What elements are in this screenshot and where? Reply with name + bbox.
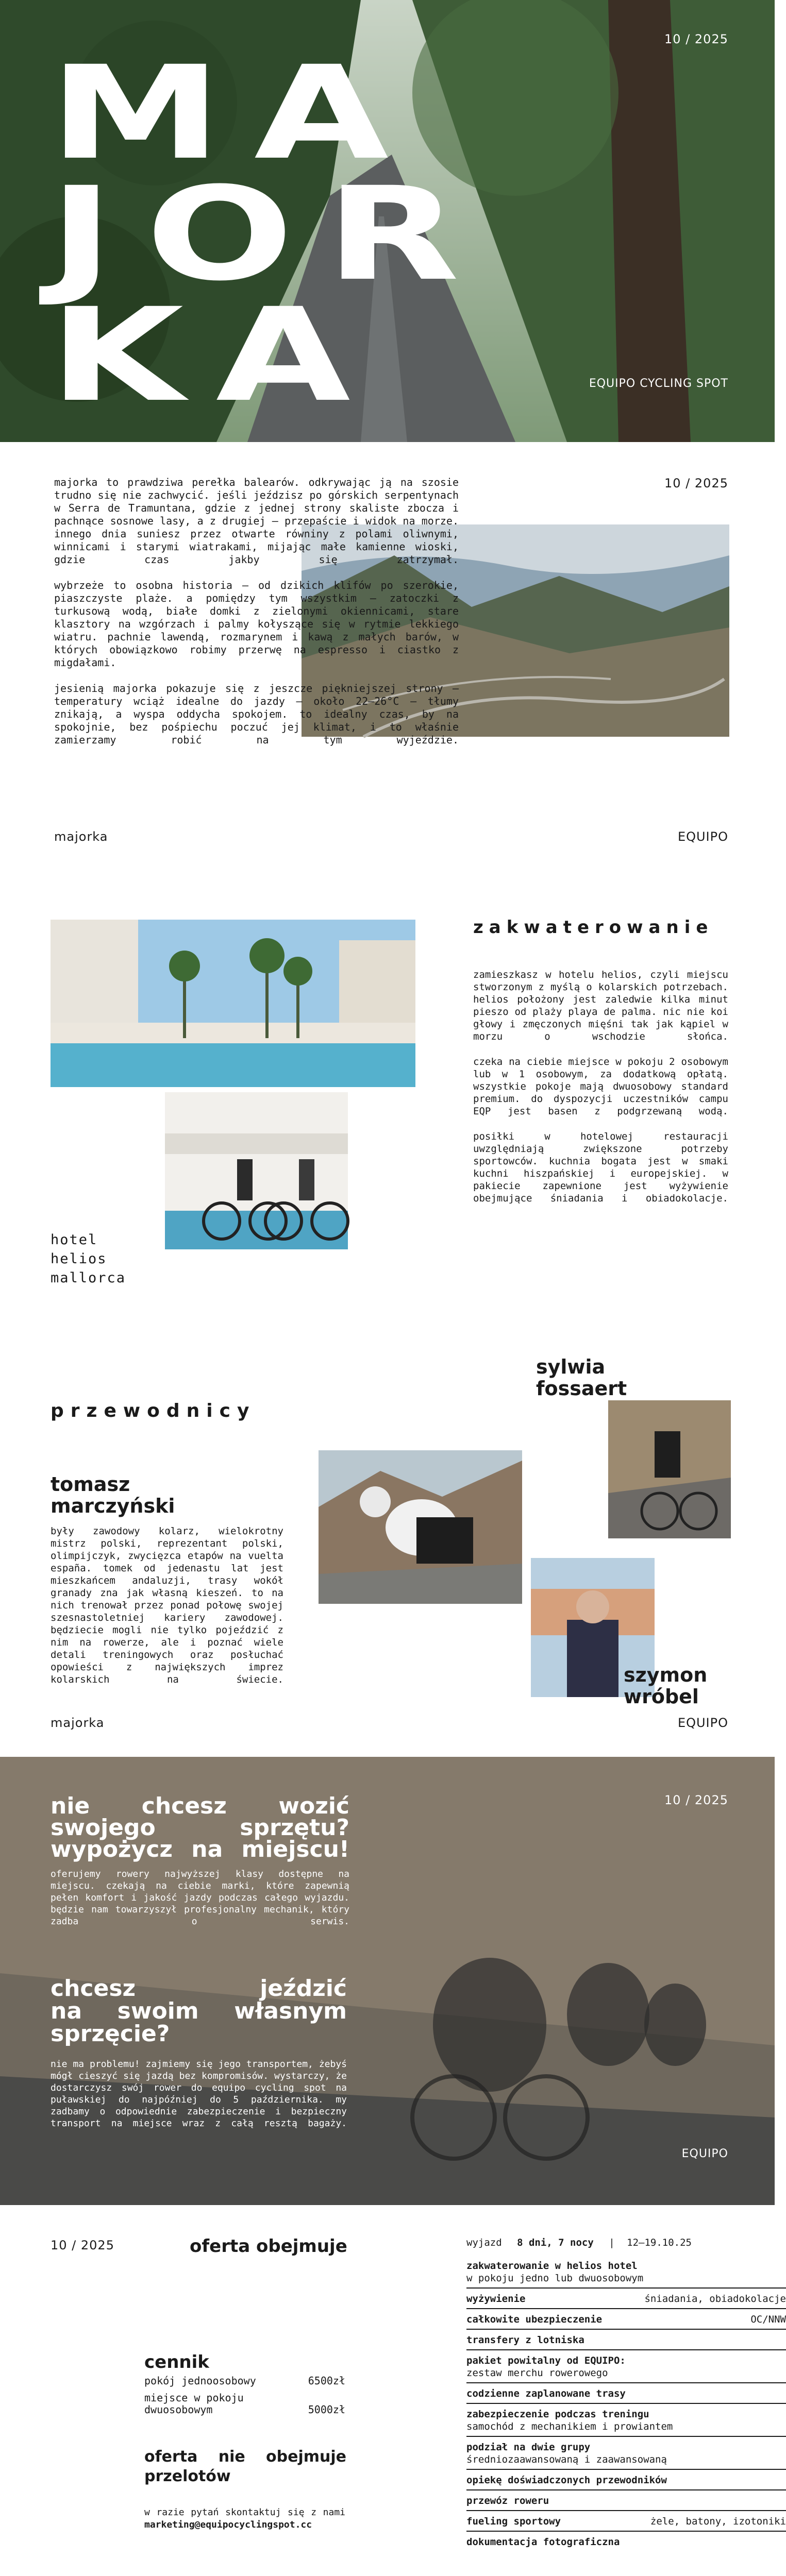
intro-paragraph: jesienią majorka pokazuje się z jeszcze piękniejszej strony – temperatury wciąż idealne do jazdy – około 22–26°C – tłumy znikają, a wyspa oddycha spokojem. to idealny czas, by na spokojnie, bez pośpiechu poczuć jej klimat, i to właśnie zamierzamy robić na tym wyjeździe. — [54, 682, 459, 746]
guides-footer-right: EQUIPO — [677, 1716, 728, 1730]
hero-issue: 10 / 2025 — [664, 32, 728, 46]
offer-row-key: pakiet powitalny od EQUIPO: — [466, 2355, 626, 2366]
rental-text-2: nie ma problemu! zajmiemy się jego transportem, żebyś mógł cieszyć się jazdą bez kompromisów. wystarczy, że dostarczysz swój rower do equipo cycling spot na puławskiej do najpóźniej do 5 października. my zadbamy o odpowiednie zabezpieczenie i bezpieczny transport na miejsce wraz z całą resztą bagaży. — [51, 2059, 347, 2129]
rental-heading-2 — [51, 1977, 347, 2045]
price-label: pokój jednoosobowy — [144, 2375, 256, 2387]
offer-row-key: podział na dwie grupy — [466, 2442, 591, 2453]
hotel-caption-line: hotel — [51, 1232, 98, 1248]
price-label: miejsce w pokoju dwuosobowym — [144, 2392, 244, 2416]
offer-row-value: żele, batony, izotoniki — [650, 2516, 786, 2527]
rental-heading-1-line: wypożycz na miejscu! — [51, 1836, 349, 1862]
offer-row — [466, 2290, 786, 2309]
rental-heading-2-line: na swoim własnym — [51, 1998, 347, 2024]
guide1-name-line: marczyński — [51, 1495, 175, 1517]
offer-row — [466, 2310, 786, 2330]
guide1-name — [51, 1473, 175, 1517]
guides-section — [0, 1350, 775, 1757]
offer-row-value: śniadania, obiadokolacje — [644, 2293, 786, 2304]
guides-heading: przewodnicy — [51, 1400, 256, 1421]
contact-text: w razie pytań skontaktuj się z nami — [144, 2507, 345, 2518]
hero-title-line-2: JOR — [49, 159, 492, 309]
rental-heading-2-line: sprzęcie? — [51, 2021, 170, 2047]
trip-days: 8 dni, 7 nocy — [517, 2237, 594, 2248]
excluded-heading-line: oferta nie obejmuje — [144, 2448, 346, 2466]
guides-footer-left: majorka — [51, 1716, 105, 1730]
offer-row-key: fueling sportowy — [466, 2516, 561, 2527]
contact-email[interactable]: marketing@equipocyclingspot.cc — [144, 2519, 312, 2530]
guide2-name-line: sylwia — [536, 1355, 606, 1378]
offer-row — [466, 2351, 786, 2383]
guide2-name — [536, 1356, 627, 1399]
guide1-bio: były zawodowy kolarz, wielokrotny mistrz polski, reprezentant polski, olimpijczyk, zwycięzca etapów na vuelta españa. tomek od jedenastu lat jest mieszkańcem andaluzji, trasy wokół granady zna jak własną kieszeń. to na nich trenował przez ponad połowę swojej szesnastoletniej kariery zawodowej. będziecie mogli nie tylko pojeździć z nim na rowerze, ale i poznać wiele detali treningowych oraz posłuchać opowieści z największych imprez kolarskich na świecie. — [51, 1526, 283, 1685]
rental-heading-2-line: chcesz jeździć — [51, 1975, 347, 2002]
offer-row-value: zestaw merchu rowerowego — [466, 2367, 608, 2379]
contact-block — [144, 2506, 345, 2531]
offer-row-key: transfery z lotniska — [466, 2334, 584, 2346]
offer-row-key: przewóz roweru — [466, 2495, 549, 2506]
offer-row — [466, 2533, 786, 2551]
rental-heading-1-line: swojego sprzętu? — [51, 1815, 349, 1841]
trip-info: wyjazd 8 dni, 7 nocy | 12–19.10.25 — [466, 2237, 692, 2248]
offer-row-key: całkowite ubezpieczenie — [466, 2314, 603, 2325]
hotel-caption-line: helios — [51, 1251, 107, 1267]
offer-heading: oferta obejmuje — [190, 2236, 347, 2257]
intro-footer-left: majorka — [54, 829, 108, 844]
hotel-heading: zakwaterowanie — [473, 917, 714, 938]
intro-issue: 10 / 2025 — [664, 476, 728, 490]
offer-row-key: opiekę doświadczonych przewodników — [466, 2475, 667, 2486]
offer-issue: 10 / 2025 — [51, 2238, 114, 2252]
guide2-name-line: fossaert — [536, 1377, 627, 1400]
rental-issue: 10 / 2025 — [664, 1793, 728, 1807]
offer-row — [466, 2492, 786, 2511]
offer-row-key: zakwaterowanie w helios hotel — [466, 2260, 638, 2272]
hotel-paragraph: czeka na ciebie miejsce w pokoju 2 osobowym lub w 1 osobowym, za dodatkową opłatą. wszystkie pokoje mają dwuosobowy standard premium. do dyspozycji uczestników campu EQP jest basen z podgrzewaną wodą. — [473, 1056, 728, 1117]
offer-row-key: dokumentacja fotograficzna — [466, 2536, 620, 2548]
excluded-heading-line: przelotów — [144, 2467, 231, 2485]
rental-text-1: oferujemy rowery najwyższej klasy dostępne na miejscu. czekają na ciebie marki, które zapewnią pełen komfort i jakość jazdy podczas całego wyjazdu. będzie nam towarzyszył profesjonalny mechanik, który zadba o serwis. — [51, 1869, 349, 1927]
guide3-name-line: wróbel — [624, 1685, 699, 1708]
guide3-name-line: szymon — [624, 1664, 708, 1686]
guide1-photo — [319, 1450, 522, 1604]
intro-paragraph: majorka to prawdziwa perełka balearów. odkrywając ją na szosie trudno się nie zachwycić. jeśli jeździsz po górskich serpentynach w Serra de Tramuntana, gdzie z jednej strony skaliste zbocza i pachnące sosnowe lasy, a z drugiej – przepaście i widok na morze. innego dnia suniesz przez otwarte równiny z polami oliwnymi, winnicami i starymi wiatrakami, mijając małe kamienne wioski, gdzie czas jakby się zatrzymał. — [54, 476, 459, 566]
offer-section — [0, 2205, 786, 2576]
price-value: 6500zł — [308, 2375, 345, 2387]
offer-row — [466, 2471, 786, 2490]
offer-row — [466, 2405, 786, 2437]
offer-row-value: samochód z mechanikiem i prowiantem — [466, 2421, 673, 2432]
offer-row-key: codzienne zaplanowane trasy — [466, 2388, 626, 2399]
offer-row — [466, 2257, 786, 2289]
intro-footer-right: EQUIPO — [677, 829, 728, 844]
price-row — [144, 2392, 345, 2416]
hero-tag: EQUIPO CYCLING SPOT — [589, 377, 728, 390]
offer-row — [466, 2384, 786, 2404]
price-list — [144, 2375, 345, 2416]
offer-row-key: wyżywienie — [466, 2293, 526, 2304]
offer-row-value: średniozaawansowaną i zaawansowaną — [466, 2454, 667, 2465]
intro-text — [54, 476, 459, 759]
offer-row-value: w pokoju jedno lub dwuosobowym — [466, 2273, 644, 2284]
trip-prefix: wyjazd — [466, 2237, 502, 2248]
excluded-heading — [144, 2447, 346, 2486]
price-title: cennik — [144, 2352, 209, 2372]
guide1-name-line: tomasz — [51, 1473, 130, 1496]
intro-paragraph: wybrzeże to osobna historia – od dzikich klifów po szerokie, piaszczyste plaże. a pomiędzy tym wszystkim – zatoczki z turkusową wodą, białe domki z zielonymi okiennicami, stare klasztory na wzgórzach i palmy kołyszące się w rytmie lekkiego wiatru. pachnie lawendą, rozmarynem i kawą z małych barów, w których obowiązkowo robimy przerwę na espresso i ciastko z migdałami. — [54, 579, 459, 669]
guide3-name — [624, 1664, 707, 1707]
hotel-text — [473, 969, 728, 1217]
hotel-caption-line: mallorca — [51, 1270, 126, 1286]
hotel-bikes-photo — [165, 1092, 348, 1249]
offer-row — [466, 2331, 786, 2350]
offer-row — [466, 2512, 786, 2532]
hotel-section — [0, 886, 775, 1350]
rental-heading-1-line: nie chcesz wozić — [51, 1793, 349, 1819]
hero-section — [0, 0, 775, 442]
hotel-pool-photo — [51, 920, 415, 1087]
guide2-photo — [608, 1400, 731, 1538]
hotel-paragraph: posiłki w hotelowej restauracji uwzględniają zwiększone potrzeby sportowców. kuchnia bogata jest w smaki kuchni hiszpańskiej i europejskiej. w pakiecie zapewnione jest wyżywienie obejmujące śniadania i obiadokolacje. — [473, 1131, 728, 1204]
offer-row-value: OC/NNW — [750, 2314, 786, 2325]
hero-title-line-3: KA — [49, 280, 382, 430]
rental-heading-1 — [51, 1795, 349, 1860]
rental-section — [0, 1757, 775, 2205]
rental-tag: EQUIPO — [681, 2147, 728, 2160]
hero-title-line-1: MA — [49, 38, 421, 188]
intro-section — [0, 442, 775, 886]
hotel-caption — [51, 1230, 126, 1287]
price-value: 5000zł — [308, 2403, 345, 2416]
hotel-paragraph: zamieszkasz w hotelu helios, czyli miejscu stworzonym z myślą o kolarskich potrzebach. helios położony jest zaledwie kilka minut pieszo od plaży playa de palma. nic nie koi głowy i zmęczonych mięśni tak jak kąpiel w morzu o wschodzie słońca. — [473, 969, 728, 1042]
trip-dates: 12–19.10.25 — [627, 2237, 692, 2248]
offer-row-key: zabezpieczenie podczas treningu — [466, 2409, 649, 2420]
price-row — [144, 2375, 345, 2387]
offer-row — [466, 2438, 786, 2470]
